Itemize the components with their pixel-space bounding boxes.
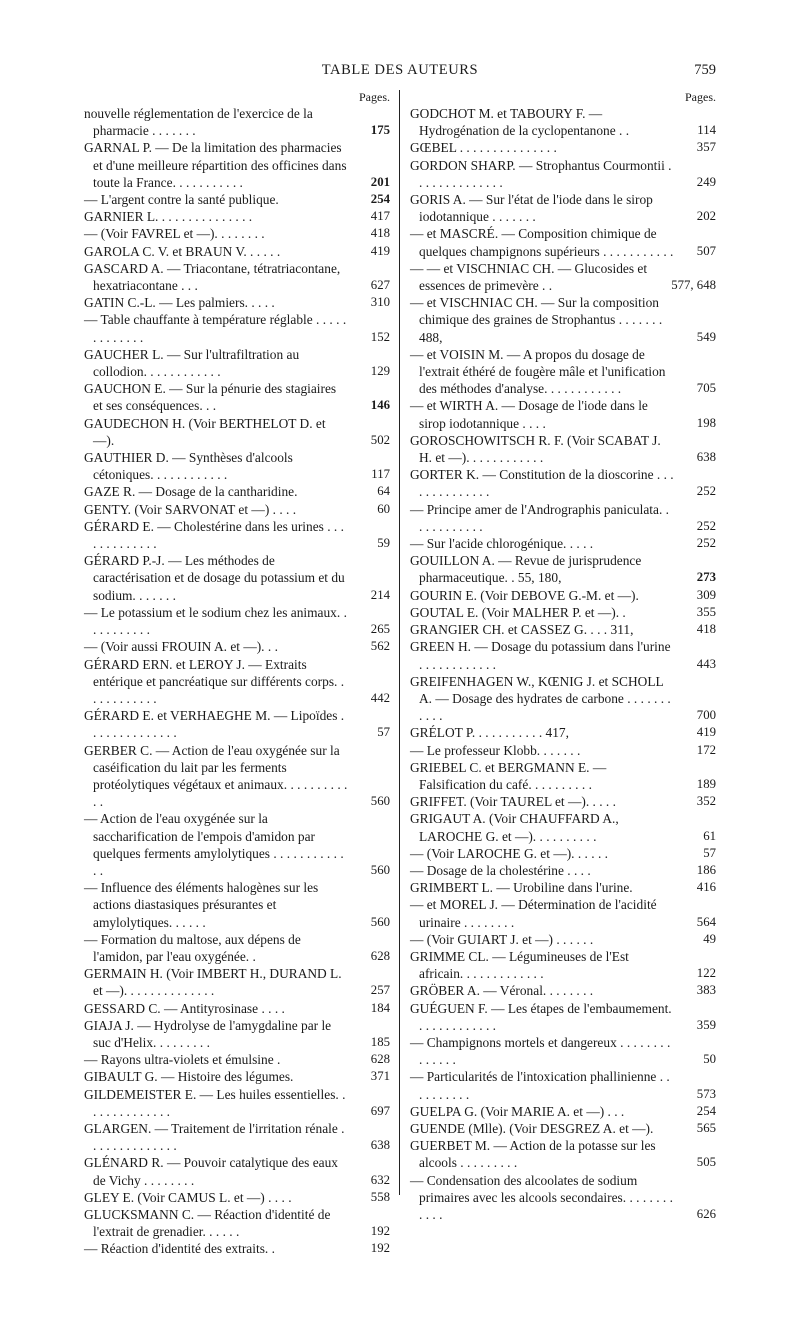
index-entry — [410, 931, 716, 948]
entry-text: GARNIER L. . . . . . . . . . . . . . . — [84, 209, 253, 225]
index-entry — [84, 139, 390, 191]
index-entry — [410, 948, 716, 982]
entry-text: GIBAULT G. — Histoire des légumes. — [84, 1069, 294, 1085]
index-entry — [84, 260, 390, 294]
entry-text: GAUCHER L. — Sur l'ultrafiltration au collodion. . . . . . . . . . . . — [84, 346, 300, 380]
running-title: TABLE DES AUTEURS — [321, 62, 479, 78]
entry-text: — Sur l'acide chlorogénique. . . . . — [410, 536, 594, 552]
entry-text: GÉRARD ERN. et LEROY J. — Extraits entérique et pancréatique sur différents corps. . . . . . . . . . . . — [84, 656, 345, 706]
index-entry — [84, 1051, 390, 1068]
entry-text: GENTY. (Voir SARVONAT et —) . . . . — [84, 501, 297, 517]
entry-text: GORDON SHARP. — Strophantus Courmontii . . . . . . . . . . . . . . — [410, 157, 672, 190]
entry-page-number: 201 — [370, 174, 390, 189]
index-entry — [410, 466, 716, 500]
index-entry — [84, 931, 390, 965]
entry-text: GIAJA J. — Hydrolyse de l'amygdaline par le suc d'Helix. . . . . . . . . — [84, 1017, 332, 1050]
index-entry — [84, 1086, 390, 1120]
entry-text: GLÉNARD R. — Pouvoir catalytique des eaux de Vichy . . . . . . . . — [84, 1155, 339, 1188]
entry-page-number: 626 — [696, 1207, 716, 1221]
index-entry — [410, 191, 716, 225]
index-entry — [410, 896, 716, 930]
index-entry — [84, 742, 390, 811]
entry-text: GAZE R. — Dosage de la cantharidine. — [84, 484, 298, 500]
entry-page-number: 359 — [696, 1017, 716, 1032]
entry-text: GÉRARD P.-J. — Les méthodes de caractérisation et de dosage du potassium et du sodium. . . . . . . — [84, 553, 345, 603]
index-entry — [84, 208, 390, 225]
entry-page-number: 638 — [370, 1138, 390, 1153]
entry-text: — Dosage de la cholestérine . . . . — [410, 862, 591, 878]
entry-text: GÉRARD E. et VERHAEGHE M. — Lipoïdes . . . . . . . . . . . . . . — [84, 708, 345, 741]
index-entry — [84, 380, 390, 414]
entry-text: GŒBEL . . . . . . . . . . . . . . . — [410, 140, 557, 156]
entry-page-number: 49 — [703, 931, 716, 946]
entry-page-number: 265 — [370, 622, 390, 637]
index-entry — [410, 862, 716, 879]
entry-text: GRÖBER A. — Véronal. . . . . . . . — [410, 983, 594, 999]
index-entry — [84, 638, 390, 655]
entry-page-number: 560 — [370, 794, 390, 809]
entry-text: — et VOISIN M. — A propos du dosage de l'extrait éthéré de fougère mâle et l'unification des méthodes d'analyse. . . . . . . . . . . . — [410, 346, 666, 397]
entry-page-number: 565 — [696, 1120, 716, 1135]
index-entry — [410, 260, 716, 294]
entry-page-number: 152 — [370, 329, 390, 344]
entry-text: nouvelle réglementation de l'exercice de la pharmacie . . . . . . . — [84, 106, 313, 139]
entry-page-number: 254 — [696, 1103, 716, 1118]
entry-page-number: 562 — [370, 639, 390, 654]
entry-text: — Influence des éléments halogènes sur les actions diastasiques présurantes et amylolytiques. . . . . . — [84, 880, 319, 930]
entry-text: — Condensation des alcoolates de sodium primaires avec les alcools secondaires. . . . . . . . . . . . — [410, 1172, 673, 1222]
entry-text: GAUTHIER D. — Synthèses d'alcools cétoniques. . . . . . . . . . . . — [84, 450, 293, 483]
index-entry — [84, 311, 390, 345]
entry-text: GRIMME CL. — Légumineuses de l'Est africain. . . . . . . . . . . . . — [410, 948, 629, 982]
entry-page-number: 273 — [696, 570, 716, 585]
page-header — [84, 62, 716, 84]
entry-text: GUELPA G. (Voir MARIE A. et —) . . . — [410, 1103, 625, 1119]
entry-text: — Table chauffante à température réglable . . . . . . . . . . . . . — [84, 312, 347, 345]
index-entry — [410, 1103, 716, 1120]
entry-text: GOUTAL E. (Voir MALHER P. et —). . — [410, 604, 626, 620]
index-entry — [84, 1017, 390, 1051]
entry-page-number: 252 — [696, 518, 716, 533]
entry-page-number: 57 — [377, 725, 390, 740]
entry-text: — et MASCRÉ. — Composition chimique de quelques champignons supérieurs . . . . . . . . . . . — [410, 226, 674, 259]
entry-text: GOROSCHOWITSCH R. F. (Voir SCABAT J. H. et —). . . . . . . . . . . . — [410, 432, 661, 466]
entry-text: GOUILLON A. — Revue de jurisprudence pharmaceutique. . 55, 180, — [410, 553, 642, 586]
entry-page-number: 192 — [370, 1241, 390, 1256]
index-entry — [84, 1000, 390, 1017]
entry-page-number: 252 — [696, 484, 716, 499]
entry-page-number: 697 — [370, 1103, 390, 1118]
entry-text: GARNAL P. — De la limitation des pharmacies et d'une meilleure répartition des officines dans toute la France. . . . . . . . . . . — [84, 140, 347, 190]
entry-text: — Principe amer de l'Andrographis paniculata. . . . . . . . . . . . — [410, 501, 669, 534]
entry-page-number: 419 — [370, 243, 390, 258]
index-entry — [410, 587, 716, 604]
entry-page-number: 146 — [370, 398, 390, 413]
index-entry — [410, 1068, 716, 1102]
index-entry — [84, 501, 390, 518]
entry-page-number: 700 — [696, 708, 716, 723]
entry-text: — (Voir aussi FROUIN A. et —). . . — [84, 639, 278, 655]
entry-text: GREIFENHAGEN W., KŒNIG J. et SCHOLL A. — Dosage des hydrates de carbone . . . . . . . . . . . — [410, 673, 671, 724]
entry-text: GRANGIER CH. et CASSEZ G. . . . 311, — [410, 622, 634, 638]
index-entry — [410, 294, 716, 346]
index-entry — [84, 105, 390, 139]
entry-page-number: 252 — [696, 536, 716, 551]
index-entry — [84, 1154, 390, 1188]
entry-text: GOURIN E. (Voir DEBOVE G.-M. et —). — [410, 587, 639, 603]
entry-page-number: 60 — [377, 501, 390, 516]
index-entry — [84, 879, 390, 931]
entry-page-number: 59 — [377, 536, 390, 551]
index-entry — [410, 724, 716, 741]
index-entry — [410, 673, 716, 725]
entry-page-number: 628 — [370, 1052, 390, 1067]
index-entry — [84, 1206, 390, 1240]
entry-page-number: 564 — [696, 914, 716, 929]
index-entry — [84, 656, 390, 708]
entry-text: — Particularités de l'intoxication phallinienne . . . . . . . . . . — [410, 1069, 670, 1102]
index-entry — [84, 483, 390, 500]
entry-text: GUÉGUEN F. — Les étapes de l'embaumement. . . . . . . . . . . . . — [410, 1000, 672, 1033]
entry-text: GRIEBEL C. et BERGMANN E. — Falsification du café. . . . . . . . . . — [410, 759, 607, 792]
entry-page-number: 443 — [696, 656, 716, 671]
entry-text: GLARGEN. — Traitement de l'irritation rénale . . . . . . . . . . . . . . — [84, 1120, 345, 1154]
entry-page-number: 417 — [370, 209, 390, 224]
entry-page-number: 573 — [696, 1086, 716, 1101]
index-entry — [410, 1120, 716, 1137]
entry-text: — et WIRTH A. — Dosage de l'iode dans le sirop iodotannique . . . . — [410, 398, 648, 431]
entry-text: GILDEMEISTER E. — Les huiles essentielles. . . . . . . . . . . . . . — [84, 1086, 346, 1119]
index-entry — [84, 1068, 390, 1085]
entry-page-number: 418 — [370, 226, 390, 241]
index-entry — [84, 243, 390, 260]
entry-text: GAUCHON E. — Sur la pénurie des stagiaires et ses conséquences. . . — [84, 381, 337, 414]
index-entry — [84, 191, 390, 208]
entry-page-number: 355 — [696, 604, 716, 619]
entry-page-number: 560 — [370, 862, 390, 877]
index-entry — [410, 621, 716, 638]
entry-page-number: 185 — [370, 1034, 390, 1049]
entry-text: GRIFFET. (Voir TAUREL et —). . . . . — [410, 794, 616, 810]
entry-page-number: 186 — [696, 862, 716, 877]
entry-page-number: 628 — [370, 948, 390, 963]
entry-page-number: 507 — [696, 243, 716, 258]
entry-page-number: 627 — [370, 278, 390, 293]
entry-page-number: 175 — [370, 123, 390, 138]
entry-page-number: 632 — [370, 1172, 390, 1187]
index-entry — [410, 638, 716, 672]
entry-text: GERMAIN H. (Voir IMBERT H., DURAND L. et —). . . . . . . . . . . . . . — [84, 966, 342, 999]
index-entry — [410, 105, 716, 139]
index-entry — [410, 879, 716, 896]
index-entry — [410, 552, 716, 586]
entry-text: — Formation du maltose, aux dépens de l'amidon, par l'eau oxygénée. . — [84, 931, 301, 964]
index-column-left — [84, 90, 390, 1258]
entry-text: — (Voir LAROCHE G. et —). . . . . . — [410, 845, 608, 861]
entry-page-number: 184 — [370, 1000, 390, 1015]
entry-text: GERBER C. — Action de l'eau oxygénée sur la caséification du lait par les ferments protéolytiques végétaux et animaux. . . . . . . . . . . . — [84, 742, 348, 810]
index-entry — [410, 535, 716, 552]
index-entry — [410, 501, 716, 535]
index-entry — [410, 1000, 716, 1034]
entry-page-number: 192 — [370, 1224, 390, 1239]
entry-page-number: 309 — [696, 587, 716, 602]
entry-page-number: 257 — [370, 983, 390, 998]
index-entry — [84, 346, 390, 380]
index-entry — [84, 552, 390, 604]
index-entry — [410, 139, 716, 156]
index-entry — [410, 1172, 716, 1224]
index-entry — [84, 810, 390, 879]
entry-text: GASCARD A. — Triacontane, tétratriacontane, hexatriacontane . . . — [84, 260, 341, 294]
entry-text: GLEY E. (Voir CAMUS L. et —) . . . . — [84, 1189, 292, 1205]
entry-page-number: 122 — [696, 966, 716, 981]
index-entry — [410, 845, 716, 862]
index-entry — [84, 415, 390, 449]
pages-label: Pages. — [359, 90, 390, 104]
entry-page-number: 442 — [370, 690, 390, 705]
entry-page-number: 50 — [703, 1052, 716, 1067]
index-entry — [410, 604, 716, 621]
entry-page-number: 419 — [696, 725, 716, 740]
entry-page-number: 172 — [696, 742, 716, 757]
entry-text: — Le potassium et le sodium chez les animaux. . . . . . . . . . . — [84, 604, 347, 638]
entry-page-number: 371 — [370, 1069, 390, 1084]
index-entry — [410, 1034, 716, 1068]
entry-text: GORIS A. — Sur l'état de l'iode dans le sirop iodotannique . . . . . . . — [410, 192, 653, 225]
entry-page-number: 357 — [696, 140, 716, 155]
index-entry — [84, 1189, 390, 1206]
entry-text: GRÉLOT P. . . . . . . . . . . 417, — [410, 725, 569, 741]
index-entry — [410, 397, 716, 431]
entry-page-number: 705 — [696, 381, 716, 396]
entry-text: — Rayons ultra-violets et émulsine . — [84, 1052, 281, 1068]
entry-page-number: 383 — [696, 983, 716, 998]
index-entry — [84, 1240, 390, 1257]
entry-page-number: 214 — [370, 587, 390, 602]
entry-page-number: 254 — [370, 192, 390, 207]
entry-page-number: 560 — [370, 914, 390, 929]
entry-text: — L'argent contre la santé publique. — [84, 192, 279, 208]
entry-text: — et MOREL J. — Détermination de l'acidité urinaire . . . . . . . . — [410, 897, 657, 930]
entry-text: — — et VISCHNIAC CH. — Glucosides et essences de primevère . . — [410, 260, 648, 294]
index-entry — [410, 982, 716, 999]
entry-text: GRIMBERT L. — Urobiline dans l'urine. — [410, 880, 633, 896]
entry-page-number: 505 — [696, 1155, 716, 1170]
entry-text: GÉRARD E. — Cholestérine dans les urines . . . . . . . . . . . . . — [84, 518, 344, 552]
entry-page-number: 198 — [696, 415, 716, 430]
entry-page-number: 114 — [697, 123, 716, 138]
index-entry — [410, 793, 716, 810]
entry-text: GAUDECHON H. (Voir BERTHELOT D. et —). — [84, 415, 326, 448]
index-entry — [410, 1137, 716, 1171]
entry-text: GLUCKSMANN C. — Réaction d'identité de l'extrait de grenadier. . . . . . — [84, 1207, 331, 1240]
entry-page-number: 549 — [696, 329, 716, 344]
entry-text: GAROLA C. V. et BRAUN V. . . . . . — [84, 243, 281, 259]
entry-text: GESSARD C. — Antityrosinase . . . . — [84, 1000, 285, 1016]
entry-page-number: 418 — [696, 622, 716, 637]
column-divider — [399, 90, 400, 1195]
index-entry — [84, 518, 390, 552]
entry-text: — Champignons mortels et dangereux . . . . . . . . . . . . . . — [410, 1034, 671, 1068]
pages-label: Pages. — [685, 90, 716, 104]
index-entry — [84, 225, 390, 242]
index-entry — [84, 449, 390, 483]
entry-page-number: 249 — [696, 174, 716, 189]
entry-page-number: 117 — [371, 467, 390, 482]
entry-text: GRIGAUT A. (Voir CHAUFFARD A., LAROCHE G. et —). . . . . . . . . . — [410, 811, 619, 844]
entry-text: — (Voir FAVREL et —). . . . . . . . — [84, 226, 265, 242]
entry-page-number: 502 — [370, 432, 390, 447]
entry-text: — Action de l'eau oxygénée sur la saccharification de l'empois d'amidon par quelques ferments amylolytiques . . . . . . . . . . . . . — [84, 811, 344, 878]
entry-page-number: 352 — [696, 794, 716, 809]
index-entry — [410, 346, 716, 398]
entry-page-number: 202 — [696, 209, 716, 224]
index-entry — [410, 759, 716, 793]
index-column-right — [410, 90, 716, 1223]
index-entry — [84, 604, 390, 638]
index-entry — [84, 965, 390, 999]
entry-page-number: 57 — [703, 845, 716, 860]
entry-page-number: 558 — [370, 1189, 390, 1204]
entry-page-number: 61 — [703, 828, 716, 843]
index-entry — [410, 432, 716, 466]
entry-page-number: 129 — [370, 364, 390, 379]
entry-text: — Réaction d'identité des extraits. . — [84, 1241, 275, 1257]
entry-page-number: 577, 648 — [671, 278, 716, 293]
page-number: 759 — [694, 62, 716, 78]
entry-page-number: 638 — [696, 450, 716, 465]
index-entry — [410, 225, 716, 259]
index-entry — [84, 1120, 390, 1154]
entry-text: GREEN H. — Dosage du potassium dans l'urine . . . . . . . . . . . . — [410, 639, 671, 672]
entry-text: — (Voir GUIART J. et —) . . . . . . — [410, 931, 594, 947]
entry-text: — Le professeur Klobb. . . . . . . — [410, 742, 581, 758]
index-entry — [410, 810, 716, 844]
entry-text: GUERBET M. — Action de la potasse sur les alcools . . . . . . . . . — [410, 1138, 656, 1171]
index-entry — [410, 157, 716, 191]
index-entry — [410, 742, 716, 759]
entry-page-number: 189 — [696, 776, 716, 791]
entry-text: GUENDE (Mlle). (Voir DESGREZ A. et —). — [410, 1120, 654, 1136]
entry-page-number: 310 — [370, 295, 390, 310]
index-entry — [84, 707, 390, 741]
entry-page-number: 416 — [696, 880, 716, 895]
entry-text: GATIN C.-L. — Les palmiers. . . . . — [84, 295, 275, 311]
entry-text: — et VISCHNIAC CH. — Sur la composition chimique des graines de Strophantus . . . . . . . 488, — [410, 295, 663, 345]
entry-page-number: 64 — [377, 484, 390, 499]
entry-text: GODCHOT M. et TABOURY F. — Hydrogénation de la cyclopentanone . . — [410, 106, 630, 139]
index-entry — [84, 294, 390, 311]
entry-text: GORTER K. — Constitution de la dioscorine . . . . . . . . . . . . . . — [410, 467, 674, 500]
